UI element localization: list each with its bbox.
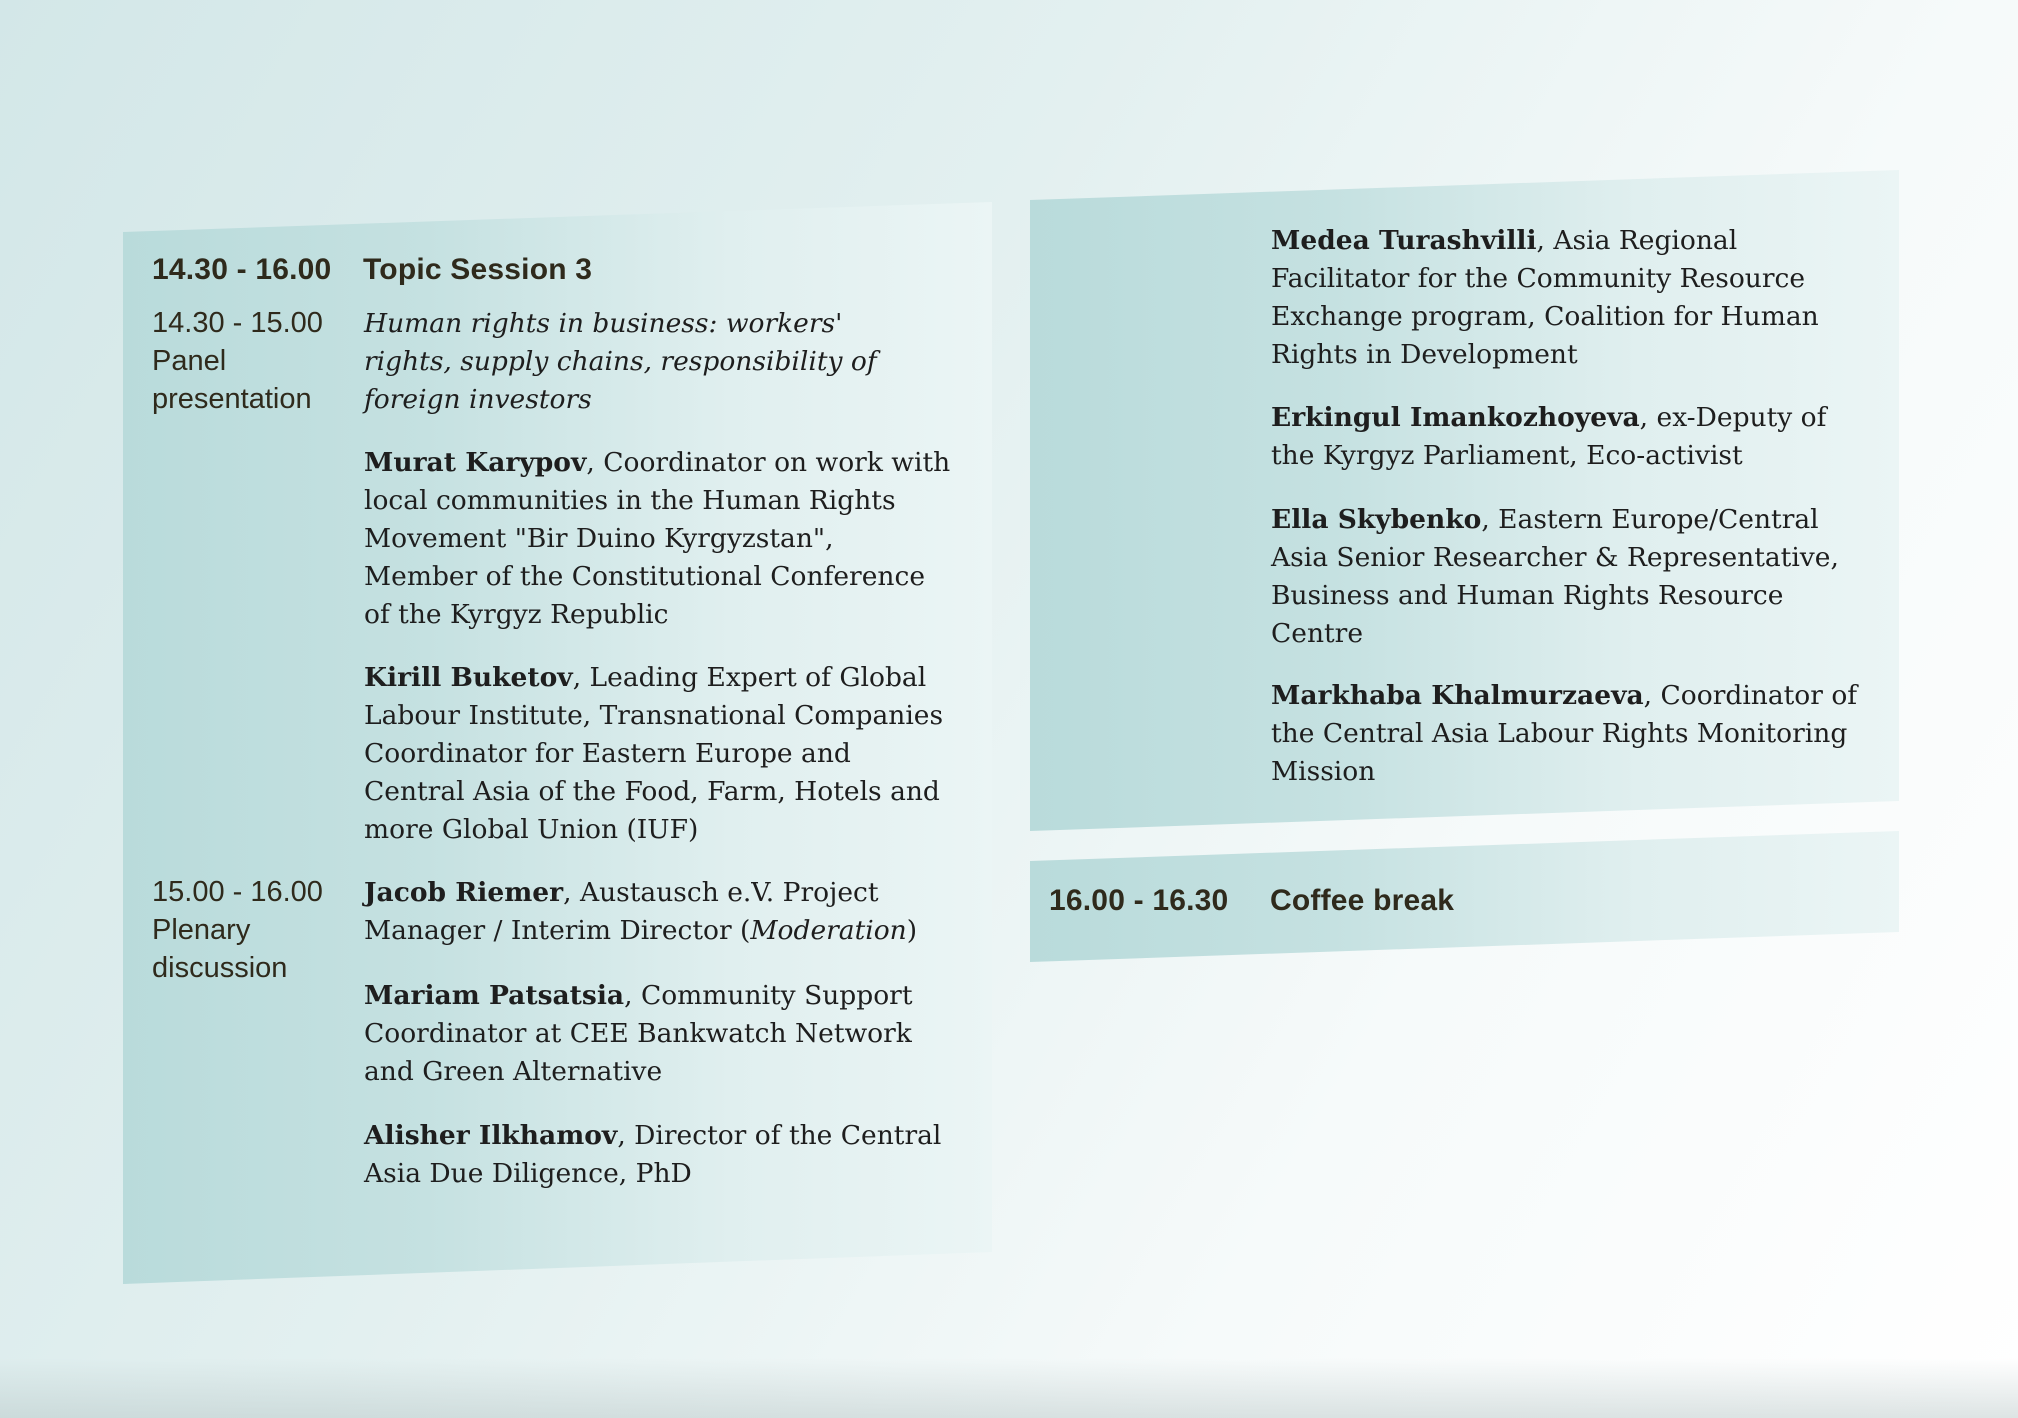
topic-text: Human rights in business: workers' rights, supply chains, responsibility of foreign investors [364, 308, 877, 415]
speaker-name: Alisher Ilkhamov [364, 1120, 618, 1151]
moderator-entry [364, 874, 944, 950]
session-time: 14.30 - 16.00 [152, 253, 332, 286]
speaker-entry [364, 977, 924, 1091]
speaker-role: , Coordinator of the Central Asia Labour Rights Monitoring Mission [1271, 680, 1858, 787]
speaker-role: , ex-Deputy of the Kyrgyz Parliament, Eco-activist [1271, 402, 1827, 471]
speaker-name: Markhaba Khalmurzaeva [1271, 680, 1644, 711]
speaker-role: , Coordinator on work with local communities in the Human Rights Movement "Bir Duino Kyrgyzstan", Member of the Constitutional Conference of the Kyrgyz Republic [364, 447, 951, 630]
session-title: Topic Session 3 [363, 253, 593, 286]
speaker-role: , Director of the Central Asia Due Diligence, PhD [364, 1120, 942, 1189]
speaker-entry [1271, 677, 1861, 791]
page-edge-shadow [0, 1358, 2018, 1418]
speaker-name: Medea Turashvilli [1271, 225, 1537, 256]
speaker-role: , Eastern Europe/Central Asia Senior Researcher & Representative, Business and Human Rights Resource Centre [1271, 504, 1839, 649]
speaker-role: , Leading Expert of Global Labour Institute, Transnational Companies Coordinator for Eastern Europe and Central Asia of the Food, Farm, Hotels and more Global Union (IUF) [364, 662, 944, 845]
block1-topic [364, 305, 934, 419]
block2-time-label [152, 873, 323, 987]
block1-label-line2: presentation [152, 383, 312, 415]
block1-time-label [152, 304, 323, 418]
speaker-role: , Community Support Coordinator at CEE Bankwatch Network and Green Alternative [364, 980, 913, 1087]
speaker-name: Ella Skybenko [1271, 504, 1482, 535]
speaker-entry [364, 444, 954, 634]
moderator-name: Jacob Riemer [364, 877, 564, 908]
speaker-name: Mariam Patsatsia [364, 980, 625, 1011]
coffee-time: 16.00 - 16.30 [1049, 884, 1229, 917]
block1-time: 14.30 - 15.00 [152, 307, 323, 339]
speaker-role: , Asia Regional Facilitator for the Community Resource Exchange program, Coalition for Human Rights in Development [1271, 225, 1819, 370]
speaker-entry [1271, 399, 1861, 475]
moderator-tag: Moderation [750, 915, 907, 946]
block2-time: 15.00 - 16.00 [152, 876, 323, 908]
block1-label-line1: Panel [152, 345, 227, 377]
speaker-name: Kirill Buketov [364, 662, 573, 693]
moderator-role-end: ) [906, 915, 918, 946]
speaker-entry [364, 659, 954, 849]
block2-label-line1: Plenary [152, 914, 251, 946]
speaker-entry [364, 1117, 944, 1193]
speaker-name: Murat Karypov [364, 447, 587, 478]
block2-label-line2: discussion [152, 952, 288, 984]
speaker-name: Erkingul Imankozhoyeva [1271, 402, 1640, 433]
speaker-entry [1271, 222, 1861, 374]
speaker-entry [1271, 501, 1871, 653]
moderator-role: , Austausch e.V. Project Manager / Interim Director ( [364, 877, 879, 946]
coffee-title: Coffee break [1270, 884, 1455, 917]
